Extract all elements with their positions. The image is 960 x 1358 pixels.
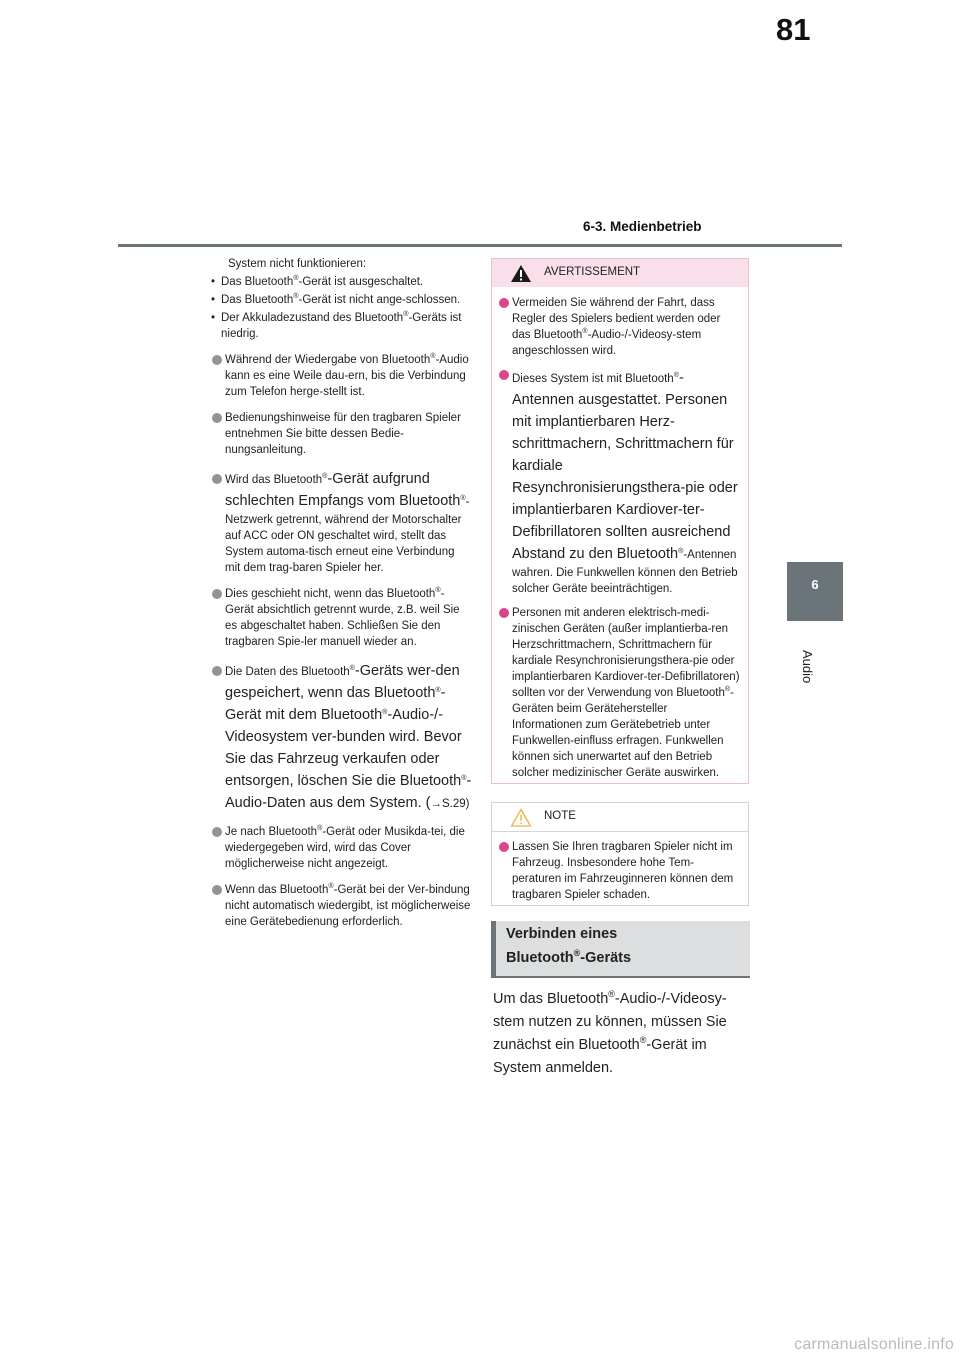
bullet-dot-icon bbox=[212, 885, 222, 895]
list-item: • Der Akkuladezustand des Bluetooth®-Geräts ist niedrig. bbox=[213, 310, 472, 342]
info-bullet: Je nach Bluetooth®-Gerät oder Musikda-tei, die wiedergegeben wird, wird das Cover möglicherweise nicht angezeigt. bbox=[210, 824, 472, 872]
note-header bbox=[492, 803, 748, 832]
warning-bullet: Personen mit anderen elektrisch-medi-zinischen Geräten (außer implantierba-ren Herzschrittmachern, Schrittmachern für kardiale Resynchronisierungsthera-pie oder implantierbaren Kardiover-ter-Defibrillatoren) sollten vor der Verwendung von Bluetooth®-Geräten beim Gerätehersteller Informationen zum Gerätebetrieb unter Funkwellen-einfluss erfragen. Funkwellen können sich unerwartet auf den Betrieb solcher medizinischer Geräte auswirken. bbox=[497, 605, 740, 781]
watermark-text: carmanualsonline.info bbox=[794, 1336, 954, 1353]
warning-bullet: Vermeiden Sie während der Fahrt, dass Regler des Spielers bedient werden oder das Bluetooth®-Audio-/-Videosy-stem angeschlossen wird. bbox=[497, 295, 740, 359]
bullet-dot-icon bbox=[212, 666, 222, 676]
section-heading bbox=[491, 921, 750, 976]
caution-triangle-icon bbox=[510, 808, 532, 827]
bullet-dot-icon bbox=[499, 370, 509, 380]
intro-paragraph: Um das Bluetooth®-Audio-/-Videosy-stem nutzen zu können, müssen Sie zunächst ein Bluetooth®-Gerät im System anmelden. bbox=[493, 989, 727, 1076]
info-bullet: Dies geschieht nicht, wenn das Bluetooth®-Gerät absichtlich getrennt wurde, z.B. weil Sie es abgeschaltet haben. Schließen Sie den tragbaren Spie-ler manuell wieder an. bbox=[210, 586, 472, 650]
info-bullet: Während der Wiedergabe von Bluetooth®-Audio kann es eine Weile dau-ern, bis die Verbindung zum Telefon herge-stellt ist. bbox=[210, 352, 472, 400]
list-item: • Das Bluetooth®-Gerät ist nicht ange-schlossen. bbox=[213, 292, 472, 308]
chapter-label: Audio bbox=[800, 650, 815, 684]
bullet-dot-icon bbox=[212, 589, 222, 599]
header-rule bbox=[118, 244, 842, 247]
bullet-dot-icon bbox=[212, 355, 222, 365]
list-item: • Das Bluetooth®-Gerät ist ausgeschaltet. bbox=[213, 274, 472, 290]
info-bullet: Die Daten des Bluetooth®-Geräts wer-den gespeichert, wenn das Bluetooth®-Gerät mit dem Bluetooth®-Audio-/-Videosystem ver-bunden wird. Bevor Sie das Fahrzeug verkaufen oder entsorgen, löschen Sie die Bluetooth®-Audio-Daten aus dem System. (→S.29) bbox=[210, 660, 472, 814]
bullet-dot-icon bbox=[212, 827, 222, 837]
info-bullet: Wird das Bluetooth®-Gerät aufgrund schlechten Empfangs vom Bluetooth®-Netzwerk getrennt, während der Motorschalter auf ACC oder ON geschaltet wird, stellt das System automa-tisch erneut eine Verbindung mit dem trag-baren Spieler her. bbox=[210, 468, 472, 576]
page-reference-link[interactable]: →S.29) bbox=[430, 798, 470, 810]
warning-bullet: Dieses System ist mit Bluetooth®-Antennen ausgestattet. Personen mit implantierbaren Herz-schrittmachern, Schrittmachern für kardiale Resynchronisierungsthera-pie oder implantierbaren Kardiover-ter-Defibrillatoren sollten ausreichend Abstand zu den Bluetooth®-Antennen wahren. Die Funkwellen können den Betrieb solcher Geräte beeinträchtigen. bbox=[497, 367, 740, 597]
section-title: 6-3. Medienbetrieb bbox=[583, 219, 702, 234]
chapter-number: 6 bbox=[811, 577, 819, 592]
heading-underline bbox=[491, 976, 750, 978]
note-bullet: Lassen Sie Ihren tragbaren Spieler nicht im Fahrzeug. Insbesondere hohe Tem-peraturen im Fahrzeuginneren können dem tragbaren Spieler schaden. bbox=[497, 839, 740, 903]
note-title: NOTE bbox=[544, 810, 576, 822]
info-bullet: Wenn das Bluetooth®-Gerät bei der Ver-bindung nicht automatisch wiedergibt, ist möglicherweise eine Gerätebedienung erforderlich. bbox=[210, 882, 472, 930]
bullet-dot-icon bbox=[499, 608, 509, 618]
warning-body bbox=[492, 287, 748, 781]
warning-header bbox=[492, 259, 748, 287]
bullet-dot-icon bbox=[499, 298, 509, 308]
bullet-dot-icon bbox=[212, 413, 222, 423]
left-column bbox=[210, 256, 472, 930]
warning-triangle-icon bbox=[510, 264, 532, 283]
info-bullet: Bedienungshinweise für den tragbaren Spieler entnehmen Sie bitte dessen Bedie-nungsanleitung. bbox=[210, 410, 472, 458]
lead-text: System nicht funktionieren: bbox=[228, 258, 367, 270]
bullet-dot-icon bbox=[499, 842, 509, 852]
page-number: 81 bbox=[776, 12, 811, 47]
heading-line-1: Verbinden eines bbox=[506, 926, 618, 942]
heading-line-2: Bluetooth®-Geräts bbox=[506, 948, 632, 966]
warning-title: AVERTISSEMENT bbox=[544, 266, 641, 278]
bullet-dot-icon bbox=[212, 474, 222, 484]
warning-box bbox=[491, 258, 749, 784]
note-box bbox=[491, 802, 749, 906]
note-body bbox=[492, 832, 748, 903]
